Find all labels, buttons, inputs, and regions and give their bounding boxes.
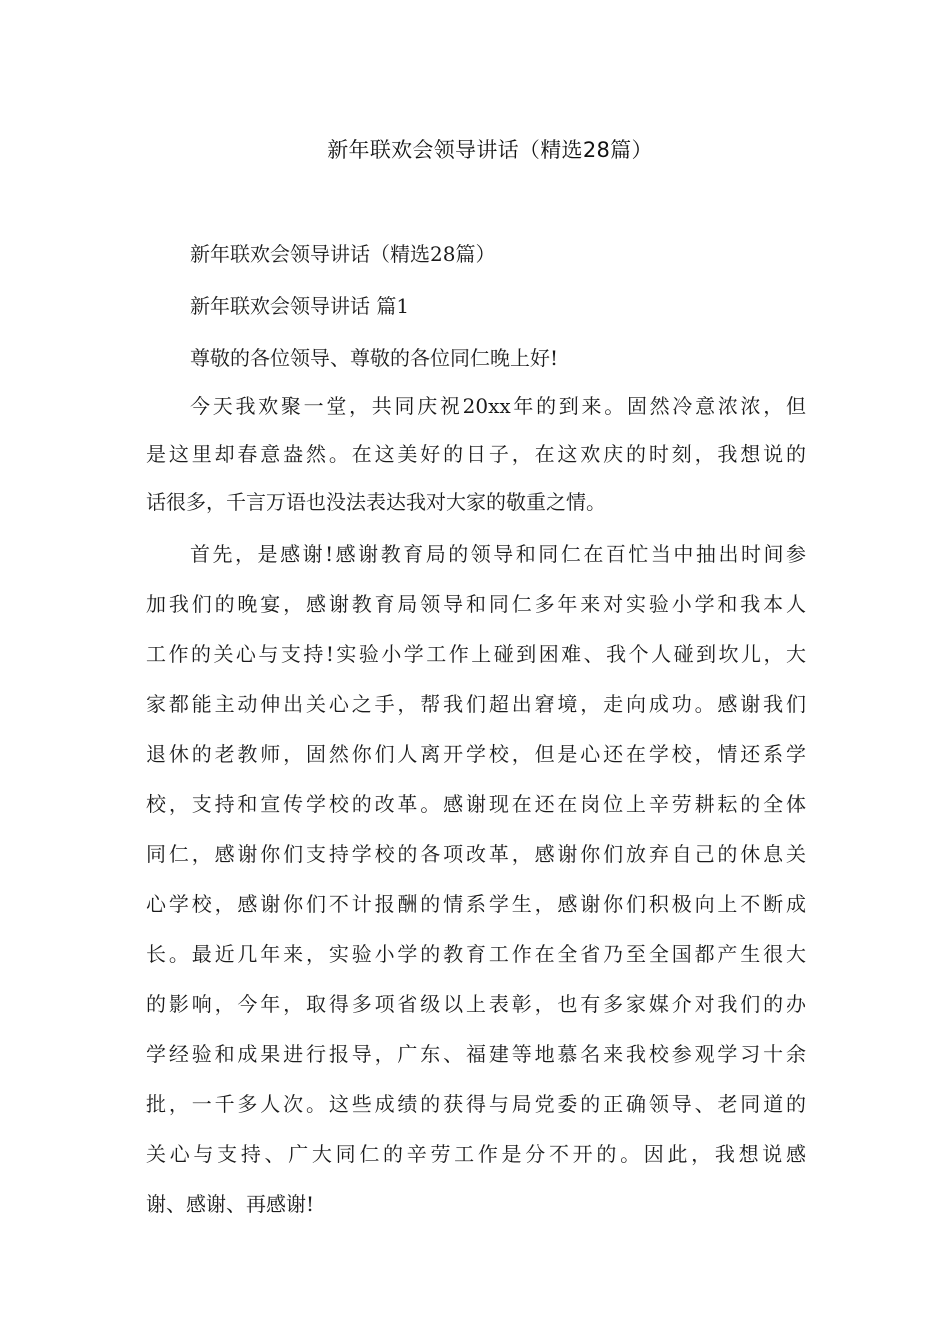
paragraph-2-line: 工作的关心与支持!实验小学工作上碰到困难、我个人碰到坎儿，大 — [146, 642, 806, 666]
section-heading: 新年联欢会领导讲话 篇1 — [190, 294, 410, 318]
paragraph-2-line: 心学校，感谢你们不计报酬的情系学生，感谢你们积极向上不断成 — [146, 892, 806, 916]
paragraph-2-line: 加我们的晚宴，感谢教育局领导和同仁多年来对实验小学和我本人 — [146, 592, 806, 616]
greeting-line: 尊敬的各位领导、尊敬的各位同仁晚上好! — [190, 346, 559, 370]
paragraph-2-line: 同仁，感谢你们支持学校的各项改革，感谢你们放弃自己的休息关 — [146, 842, 806, 866]
paragraph-2-line: 谢、感谢、再感谢! — [146, 1192, 315, 1216]
paragraph-2-line: 批，一千多人次。这些成绩的获得与局党委的正确领导、老同道的 — [146, 1092, 806, 1116]
paragraph-2-line: 家都能主动伸出关心之手，帮我们超出窘境，走向成功。感谢我们 — [146, 692, 806, 716]
paragraph-2-line: 的影响，今年，取得多项省级以上表彰，也有多家媒介对我们的办 — [146, 992, 806, 1016]
paragraph-2-line: 学经验和成果进行报导，广东、福建等地慕名来我校参观学习十余 — [146, 1042, 806, 1066]
document-title: 新年联欢会领导讲话（精选28篇） — [327, 138, 653, 162]
paragraph-1-line: 话很多，千言万语也没法表达我对大家的敬重之情。 — [146, 490, 606, 514]
paragraph-1-line: 是这里却春意盎然。在这美好的日子，在这欢庆的时刻，我想说的 — [146, 442, 806, 466]
paragraph-2-line: 校，支持和宣传学校的改革。感谢现在还在岗位上辛劳耕耘的全体 — [146, 792, 806, 816]
paragraph-2-line: 关心与支持、广大同仁的辛劳工作是分不开的。因此，我想说感 — [146, 1142, 806, 1166]
paragraph-2-line: 首先，是感谢!感谢教育局的领导和同仁在百忙当中抽出时间参 — [190, 542, 806, 566]
subtitle-line: 新年联欢会领导讲话（精选28篇） — [190, 242, 496, 266]
paragraph-2-line: 长。最近几年来，实验小学的教育工作在全省乃至全国都产生很大 — [146, 942, 806, 966]
paragraph-1-line: 今天我欢聚一堂，共同庆祝20xx年的到来。固然冷意浓浓，但 — [190, 394, 806, 418]
paragraph-2-line: 退休的老教师，固然你们人离开学校，但是心还在学校，情还系学 — [146, 742, 806, 766]
